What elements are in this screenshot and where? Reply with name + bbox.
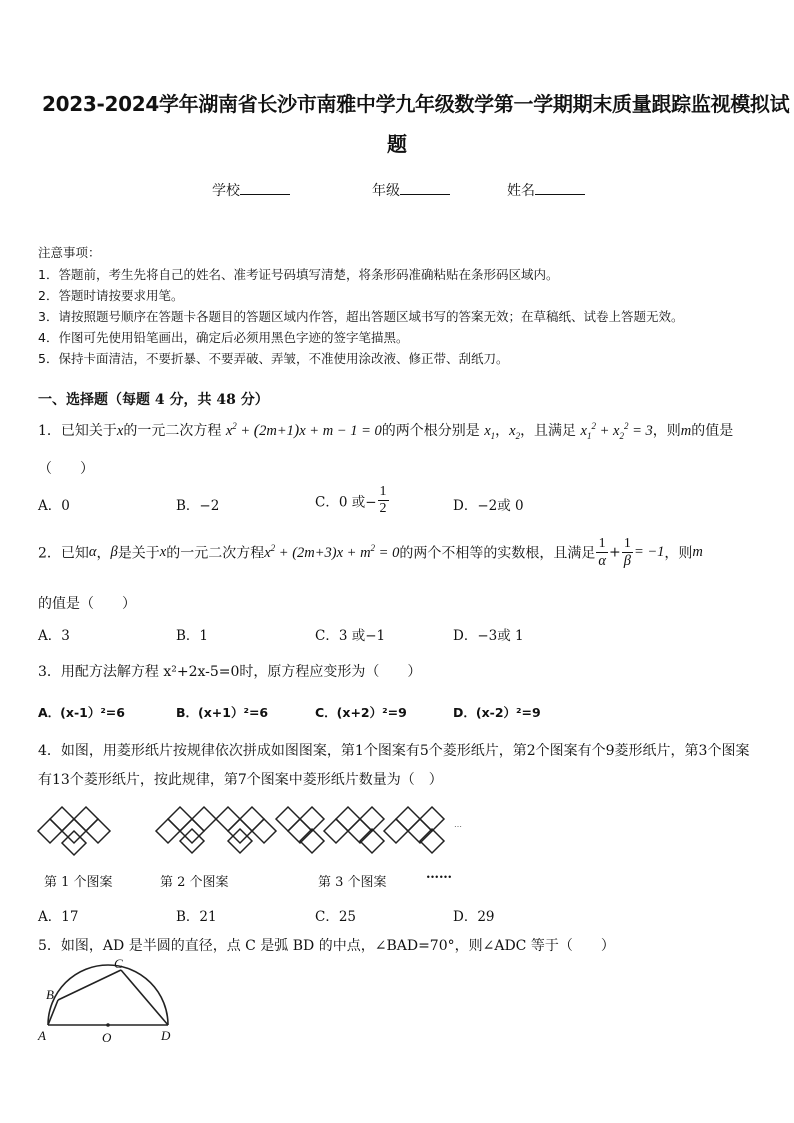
q1-option-c: C．0 或− $\frac{1}{2}$	[315, 484, 387, 516]
svg-text:…: …	[454, 820, 462, 829]
label-c: C	[114, 956, 123, 971]
question-5: 5．如图，AD 是半圆的直径，点 C 是弧 BD 的中点，∠BAD=70°，则∠ADC 等于（ ）	[38, 938, 615, 954]
figure-caption-ellipsis: ……	[426, 867, 452, 882]
figure-caption-1: 第 1 个图案	[44, 875, 113, 890]
q3-option-b: B．(x+1）²=6	[176, 705, 269, 720]
q1-option-d: D．−2或 0	[453, 498, 524, 514]
grade-field: 年级	[372, 180, 450, 200]
school-field: 学校	[212, 180, 290, 200]
label-a: A	[38, 1028, 46, 1043]
question-4: 4．如图，用菱形纸片按规律依次拼成如图图案，第1个图案有5个菱形纸片，第2个图案有个9菱形纸片，第3个图案	[38, 743, 750, 759]
notes-item: 1．答题前，考生先将自己的姓名、准考证号码填写清楚，将条形码准确粘贴在条形码区域内。	[38, 267, 559, 282]
question-3: 3．用配方法解方程 x²+2x-5=0时，原方程应变形为（ ）	[38, 664, 422, 680]
label-b: B	[46, 987, 54, 1002]
question-4-cont: 有13个菱形纸片，按此规律，第7个图案中菱形纸片数量为（ ）	[38, 772, 443, 788]
q4-option-c: C．25	[315, 909, 357, 925]
figure-caption-2: 第 2 个图案	[160, 875, 229, 890]
q3-option-a: A．(x-1）²=6	[38, 705, 125, 720]
q2-option-c: C．3 或−1	[315, 628, 386, 644]
semicircle-arc	[48, 965, 168, 1025]
notes-item: 4．作图可先使用铅笔画出，确定后必须用黑色字迹的签字笔描黑。	[38, 330, 409, 345]
question-2-cont: 的值是（ ）	[38, 596, 136, 612]
q2-option-d: D．−3或 1	[453, 628, 524, 644]
page-title-cont: 题	[387, 132, 407, 156]
q4-option-d: D．29	[453, 909, 495, 925]
notes-item: 3．请按照题号顺序在答题卡各题目的答题区域内作答，超出答题区域书写的答案无效；在草稿纸、试卷上答题无效。	[38, 309, 684, 324]
notes-item: 2．答题时请按要求用笔。	[38, 288, 184, 303]
question-2: 2．已知α，β是关于x的一元二次方程$x^2 + (2m+3)x + m^2 = 0$的两个不相等的实数根，且满足 $\frac{1}{\alpha}$ + $\frac{1}{\beta}$ = −1，则m	[38, 536, 703, 569]
notes-item: 5．保持卡面清洁，不要折暴、不要弄破、弄皱，不准使用涂改液、修正带、刮纸刀。	[38, 351, 509, 366]
q4-option-b: B．21	[176, 909, 217, 925]
label-o: O	[102, 1030, 112, 1045]
figure-caption-3: 第 3 个图案	[318, 875, 387, 890]
notes-heading: 注意事项：	[38, 245, 101, 260]
q1-option-a: A．0	[38, 498, 70, 514]
center-point	[106, 1023, 110, 1027]
chord-bc	[58, 970, 121, 1000]
q2-option-b: B．1	[176, 628, 209, 644]
label-d: D	[161, 1028, 171, 1043]
section-heading: 一、选择题（每题 4 分，共 48 分）	[38, 392, 269, 408]
q3-option-c: C．(x+2）²=9	[315, 705, 407, 720]
page-title: 2023-2024学年湖南省长沙市南雅中学九年级数学第一学期期末质量跟踪监视模拟试	[42, 92, 790, 116]
q4-option-a: A．17	[38, 909, 79, 925]
semicircle-figure	[34, 956, 179, 1046]
q3-option-d: D．(x-2）²=9	[453, 705, 541, 720]
question-1: 1．已知关于x的一元二次方程 $x^2 + (2m+1)x + m - 1 = 0$的两个根分别是 $x_1$，$x_2$，且满足 $x_1^2 + x_2^2 = 3$，则m的值是	[38, 421, 734, 441]
q2-option-a: A．3	[38, 628, 70, 644]
rhombus-patterns	[36, 797, 468, 861]
question-1-paren: （ ）	[38, 461, 94, 477]
name-field: 姓名	[507, 180, 585, 200]
q1-option-b: B．−2	[176, 498, 220, 514]
